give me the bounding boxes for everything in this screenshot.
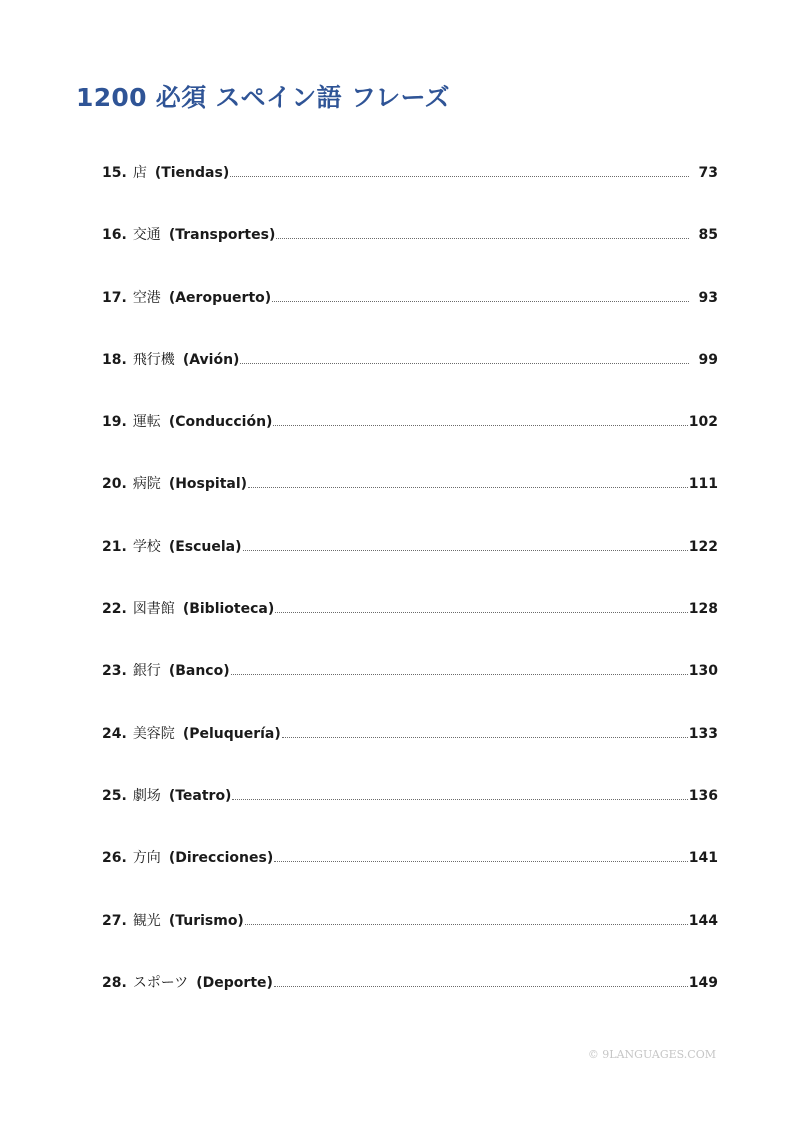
toc-japanese-title: 劇场 — [132, 787, 161, 804]
toc-japanese-title: 図書館 — [132, 601, 175, 618]
toc-dot-leader — [243, 534, 688, 551]
toc-page-number: 133 — [688, 725, 718, 742]
toc-dot-leader — [275, 596, 688, 613]
toc-spanish-title: (Turismo) — [168, 912, 244, 929]
toc-dot-leader — [240, 347, 688, 364]
toc-entry[interactable] — [102, 596, 718, 658]
toc-spanish-title: (Biblioteca) — [182, 601, 275, 618]
toc-entry[interactable] — [102, 347, 718, 409]
toc-page-number: 99 — [698, 351, 718, 368]
toc-page-number: 141 — [688, 850, 718, 867]
toc-dot-leader — [274, 845, 688, 862]
toc-entry[interactable] — [102, 908, 718, 970]
toc-japanese-title: 病院 — [132, 476, 161, 493]
toc-number: 18. — [102, 351, 127, 368]
toc-japanese-title: 銀行 — [132, 663, 161, 680]
toc-entry[interactable] — [102, 658, 718, 720]
toc-number: 17. — [102, 289, 127, 306]
toc-number: 21. — [102, 538, 127, 555]
toc-page-number: 144 — [688, 912, 718, 929]
toc-japanese-title: 美容院 — [132, 725, 175, 742]
toc-spanish-title: (Deporte) — [196, 974, 273, 991]
toc-spanish-title: (Aeropuerto) — [168, 289, 272, 306]
toc-japanese-title: 運転 — [132, 414, 161, 431]
toc-spanish-title: (Escuela) — [168, 538, 242, 555]
toc-japanese-title: 店 — [132, 165, 147, 181]
toc-entry[interactable] — [102, 160, 718, 222]
toc-spanish-title: (Teatro) — [168, 787, 232, 804]
toc-number: 23. — [102, 663, 127, 680]
toc-spanish-title: (Banco) — [168, 663, 230, 680]
toc-entry[interactable] — [102, 534, 718, 596]
toc-number: 19. — [102, 414, 127, 431]
toc-number: 16. — [102, 227, 127, 244]
toc-page-number: 122 — [688, 538, 718, 555]
toc-entry[interactable] — [102, 471, 718, 533]
toc-entry[interactable] — [102, 285, 718, 347]
toc-dot-leader — [248, 471, 688, 488]
toc-spanish-title: (Transportes) — [168, 227, 276, 244]
toc-page-number: 130 — [688, 663, 718, 680]
toc-dot-leader — [245, 908, 688, 925]
toc-dot-leader — [230, 160, 688, 177]
toc-spanish-title: (Hospital) — [168, 476, 248, 493]
toc-number: 25. — [102, 787, 127, 804]
table-of-contents — [102, 160, 718, 1032]
toc-spanish-title: (Conducción) — [168, 414, 273, 431]
toc-spanish-title: (Avión) — [182, 351, 240, 368]
toc-japanese-title: 空港 — [132, 289, 161, 306]
toc-japanese-title: 観光 — [132, 912, 161, 929]
toc-page-number: 85 — [698, 227, 718, 244]
toc-dot-leader — [274, 970, 688, 987]
toc-number: 15. — [102, 165, 127, 181]
toc-entry[interactable] — [102, 409, 718, 471]
toc-page-number: 102 — [688, 414, 718, 431]
toc-japanese-title: 交通 — [132, 227, 161, 244]
toc-number: 27. — [102, 912, 127, 929]
toc-number: 20. — [102, 476, 127, 493]
toc-entry[interactable] — [102, 721, 718, 783]
toc-dot-leader — [232, 783, 687, 800]
toc-dot-leader — [231, 658, 688, 675]
toc-spanish-title: (Direcciones) — [168, 850, 274, 867]
toc-page-number: 136 — [688, 787, 718, 804]
toc-spanish-title: (Peluquería) — [182, 725, 281, 742]
toc-number: 28. — [102, 974, 127, 991]
toc-japanese-title: スポーツ — [132, 974, 189, 991]
toc-page-number: 93 — [698, 289, 718, 306]
toc-japanese-title: 飛行機 — [132, 351, 175, 368]
toc-page-number: 128 — [688, 601, 718, 618]
toc-dot-leader — [282, 721, 688, 738]
toc-entry[interactable] — [102, 970, 718, 1032]
toc-spanish-title: (Tiendas) — [154, 165, 230, 181]
toc-number: 26. — [102, 850, 127, 867]
toc-entry[interactable] — [102, 845, 718, 907]
toc-dot-leader — [276, 222, 688, 239]
toc-number: 24. — [102, 725, 127, 742]
toc-entry[interactable] — [102, 222, 718, 284]
toc-dot-leader — [273, 409, 687, 426]
toc-japanese-title: 学校 — [132, 538, 161, 555]
toc-number: 22. — [102, 601, 127, 618]
toc-page-number: 149 — [688, 974, 718, 991]
copyright-footer: © 9LANGUAGES.COM — [587, 1048, 716, 1061]
toc-page-number: 73 — [698, 165, 718, 181]
toc-dot-leader — [272, 285, 688, 302]
toc-entry[interactable] — [102, 783, 718, 845]
toc-japanese-title: 方向 — [132, 850, 161, 867]
page-title: 1200 必須 スペイン語 フレーズ — [76, 83, 450, 112]
toc-page-number: 111 — [688, 476, 718, 493]
